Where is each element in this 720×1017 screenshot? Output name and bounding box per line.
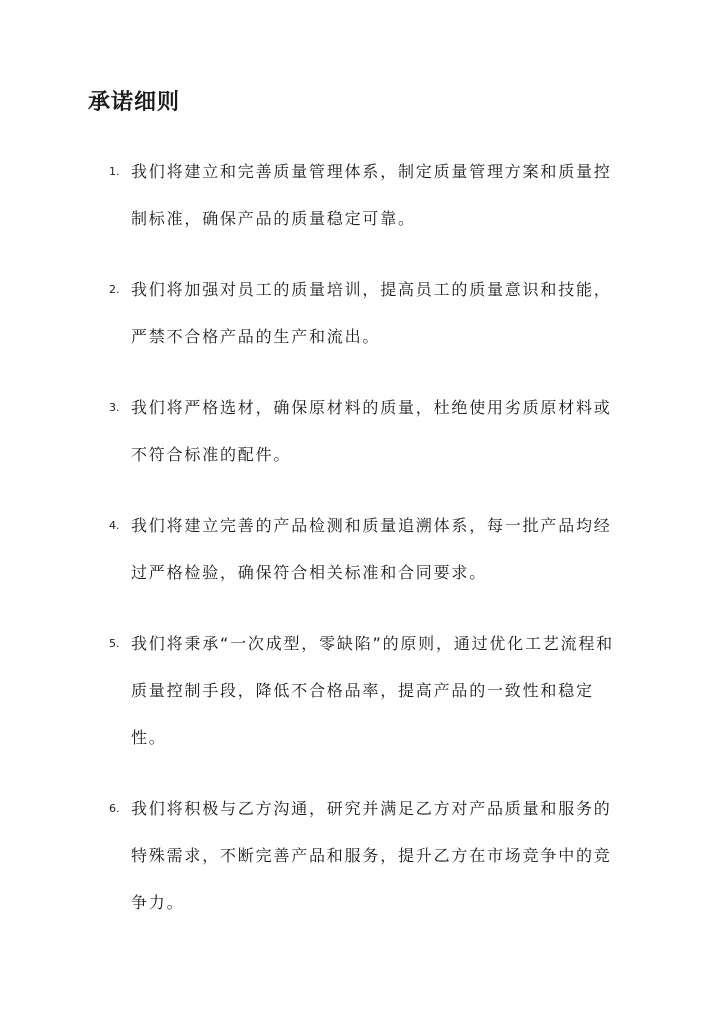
item-number: 6. (109, 802, 120, 815)
page-title: 承诺细则 (88, 89, 181, 115)
item-text: 我们将建立完善的产品检测和质量追溯体系，每一批产品均经过严格检验，确保符合相关标准和合同要求。 (131, 516, 612, 582)
list-item (0, 620, 720, 761)
list-item (0, 266, 720, 360)
item-text: 我们将严格选材，确保原材料的质量，杜绝使用劣质原材料或不符合标准的配件。 (131, 398, 612, 464)
commitment-list (0, 148, 720, 950)
list-item (0, 148, 720, 242)
item-text: 我们将建立和完善质量管理体系，制定质量管理方案和质量控制标准，确保产品的质量稳定可靠。 (131, 162, 612, 228)
item-number: 3. (109, 401, 120, 414)
item-number: 2. (109, 283, 120, 296)
item-number: 4. (109, 519, 120, 532)
item-text: 我们将秉承“一次成型，零缺陷”的原则，通过优化工艺流程和质量控制手段，降低不合格品率，提高产品的一致性和稳定性。 (131, 634, 614, 747)
list-item (0, 502, 720, 596)
item-number: 1. (109, 165, 120, 178)
item-text: 我们将积极与乙方沟通，研究并满足乙方对产品质量和服务的特殊需求，不断完善产品和服务，提升乙方在市场竞争中的竞争力。 (131, 799, 612, 912)
list-item (0, 384, 720, 478)
list-item (0, 785, 720, 926)
item-number: 5. (109, 637, 120, 650)
item-text: 我们将加强对员工的质量培训，提高员工的质量意识和技能，严禁不合格产品的生产和流出。 (131, 280, 612, 346)
